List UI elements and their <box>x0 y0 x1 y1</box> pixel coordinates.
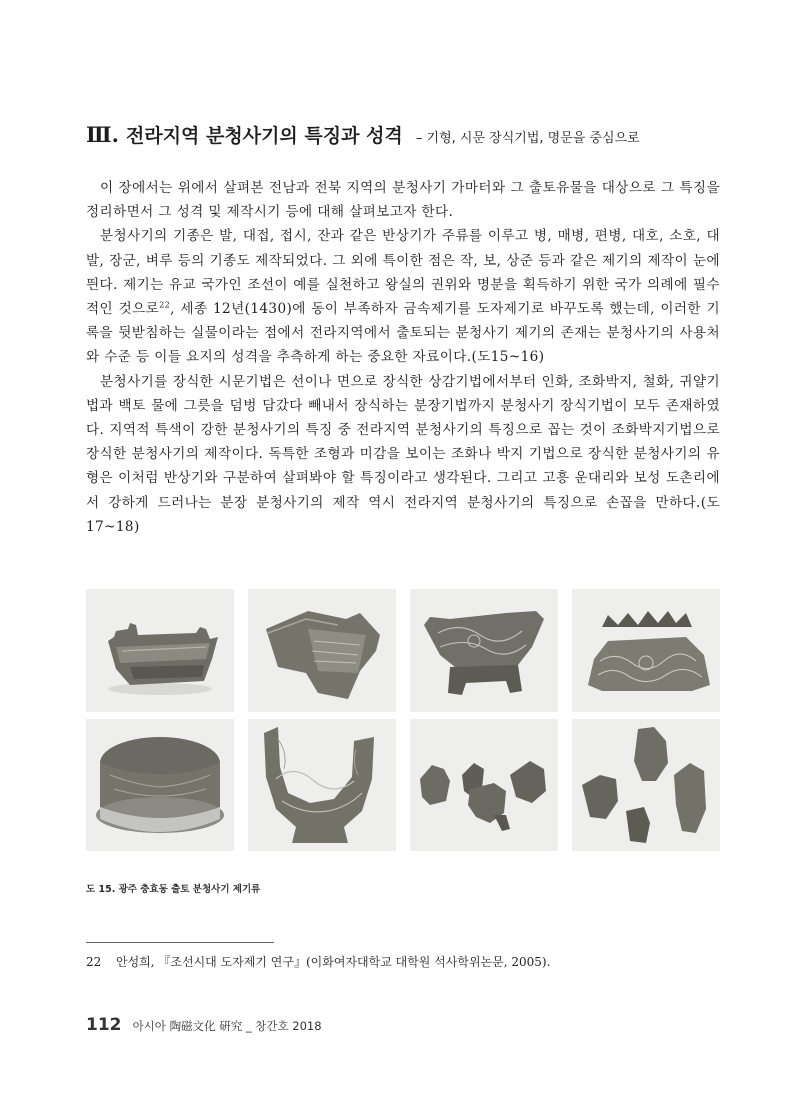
ritual-vessel-4-image <box>572 589 720 712</box>
photo-ritual-vessel-8 <box>572 719 720 851</box>
figure-photo-grid <box>86 589 720 851</box>
section-numeral: Ⅲ. <box>86 122 119 147</box>
paragraph-2-text-b: , 세종 12년(1430)에 동이 부족하자 금속제기를 도자제기로 바꾸도록 했는데, 이러한 기록을 뒷받침하는 실물이라는 점에서 전라지역에서 출토되는 분청사기 제기의 존재는 분청사기의 사용처와 수준 등 이들 요지의 성격을 추측하게 하는 중요한 자료이다.(도15~16) <box>86 301 720 366</box>
photo-ritual-vessel-6 <box>248 719 396 851</box>
section-title: 전라지역 분청사기의 특징과 성격 <box>125 125 403 147</box>
ritual-vessel-8-image <box>572 719 720 851</box>
photo-ritual-vessel-3 <box>410 589 558 712</box>
footnote-number: 22 <box>86 955 102 969</box>
paragraph-1: 이 장에서는 위에서 살펴본 전남과 전북 지역의 분청사기 가마터와 그 출토유물을 대상으로 그 특징을 정리하면서 그 성격 및 제작시기 등에 대해 살펴보고자 한다. <box>86 180 720 221</box>
photo-ritual-vessel-1 <box>86 589 234 712</box>
page-number: 112 <box>86 1015 122 1035</box>
page-footer <box>86 1015 322 1035</box>
section-subtitle: – 기형, 시문 장식기법, 명문을 중심으로 <box>415 131 640 146</box>
footnote-text: 안성희, 『조선시대 도자제기 연구』(이화여자대학교 대학원 석사학위논문, 2005). <box>116 955 551 969</box>
ritual-vessel-7-image <box>410 719 558 851</box>
body-text <box>86 176 720 539</box>
photo-ritual-vessel-5 <box>86 719 234 851</box>
paragraph-3: 분청사기를 장식한 시문기법은 선이나 면으로 장식한 상감기법에서부터 인화, 조화박지, 철화, 귀얄기법과 백토 물에 그릇을 덤벙 담갔다 빼내서 장식하는 분장기법까지 분청사기 장식기법이 모두 존재하였다. 지역적 특색이 강한 분청사기의 특징 중 전라지역 분청사기의 특징으로 꼽는 것이 조화박지기법으로 장식한 분청사기의 제작이다. 독특한 조형과 미감을 보이는 조화나 박지 기법으로 장식한 분청사기의 유형은 이처럼 반상기와 구분하여 살펴봐야 할 특징이라고 생각된다. 그리고 고흥 운대리와 보성 도촌리에서 강하게 드러나는 분장 분청사기의 제작 역시 전라지역 분청사기의 특징으로 손꼽을 만하다.(도17~18) <box>86 373 720 535</box>
journal-title: 아시아 陶磁文化 硏究 _ 창간호 2018 <box>132 1019 322 1033</box>
ritual-vessel-6-image <box>248 719 396 851</box>
section-heading <box>86 121 766 148</box>
ritual-vessel-3-image <box>410 589 558 712</box>
footnote <box>86 953 550 970</box>
paragraph-2-text-a: 분청사기의 기종은 발, 대접, 접시, 잔과 같은 반상기가 주류를 이루고 병, 매병, 편병, 대호, 소호, 대발, 장군, 벼루 등의 기종도 제작되었다. 그 외에 특이한 점은 작, 보, 상준 등과 같은 제기의 제작이 눈에 띈다. 제기는 유교 국가인 조선이 예를 실천하고 왕실의 권위와 명분을 획득하기 위한 국가 의례에 필수적인 것으로 <box>86 228 720 318</box>
paragraph-2 <box>86 224 720 369</box>
photo-ritual-vessel-7 <box>410 719 558 851</box>
ritual-vessel-2-image <box>248 589 396 712</box>
footnote-reference[interactable]: 22 <box>159 300 171 310</box>
photo-ritual-vessel-4 <box>572 589 720 712</box>
footnote-separator <box>86 942 274 943</box>
photo-ritual-vessel-2 <box>248 589 396 712</box>
ritual-vessel-5-image <box>86 719 234 851</box>
figure-caption: 도 15. 광주 충효동 출토 분청사기 제기류 <box>86 884 261 895</box>
ritual-vessel-1-image <box>86 589 234 712</box>
